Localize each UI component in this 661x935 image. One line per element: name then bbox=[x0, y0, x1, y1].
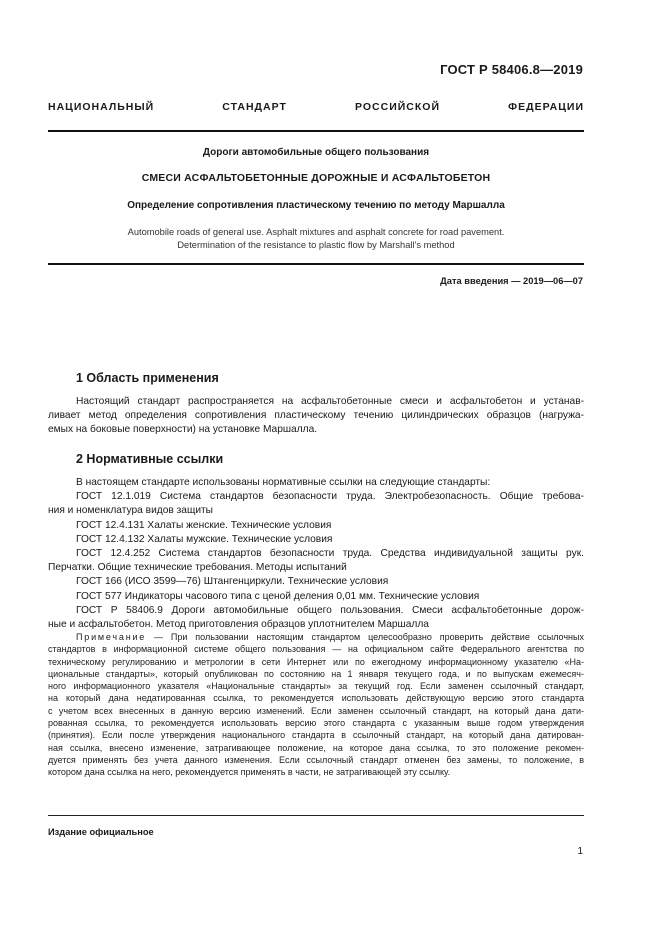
note-line bbox=[48, 631, 584, 643]
note-text: При пользовании настоящим стандартом целесообразно проверить действие ссылочных bbox=[170, 632, 584, 642]
reference-line: ния и номенклатура видов защиты bbox=[48, 505, 214, 517]
note-line: с учетом всех внесенных в данную версию изменений. Если заменен ссылочный стандарт, на который дана дати- bbox=[48, 705, 584, 716]
note-line: рованная ссылка, то рекомендуется использовать версию этого стандарта с указанным выше годом утверждения bbox=[48, 718, 584, 729]
english-title-line: Automobile roads of general use. Asphalt mixtures and asphalt concrete for road pavement. bbox=[127, 227, 505, 237]
edition-label: Издание официальное bbox=[48, 827, 154, 837]
reference-line: ные и асфальтобетон. Метод приготовления образцов уплотнителем Маршалла bbox=[48, 619, 429, 631]
section-1-body bbox=[48, 395, 584, 438]
reference-line: ГОСТ 166 (ИСО 3599—76) Штангенциркули. Технические условия bbox=[76, 576, 389, 588]
section-2-body bbox=[48, 476, 584, 632]
refs-intro: В настоящем стандарте использованы нормативные ссылки на следующие стандарты: bbox=[76, 477, 491, 488]
note-line: техническому регулированию и метрологии в сети Интернет или по ежегодному информационному указателю «На- bbox=[48, 656, 584, 667]
reference-line: ГОСТ 12.4.252 Система стандартов безопасности труда. Средства индивидуальной защиты рук. bbox=[76, 548, 584, 560]
reference-line: Перчатки. Общие технические требования. Методы испытаний bbox=[48, 562, 347, 574]
introduction-date: Дата введения — 2019—06—07 bbox=[440, 276, 583, 286]
body-line: Настоящий стандарт распространяется на асфальтобетонные смеси и асфальтобетон и устанав- bbox=[76, 396, 584, 407]
gost-code: ГОСТ Р 58406.8—2019 bbox=[440, 62, 583, 77]
english-title bbox=[48, 226, 584, 252]
reference-line: ГОСТ 12.1.019 Система стандартов безопасности труда. Электробезопасность. Общие требова- bbox=[76, 491, 584, 503]
note-line: дуется применять без учета данного изменения. Если ссылочный стандарт отменен без замены, то положение, в bbox=[48, 754, 584, 765]
reference-line: ГОСТ 12.4.131 Халаты женские. Технические условия bbox=[76, 519, 332, 531]
title-subject: Определение сопротивления пластическому течению по методу Маршалла bbox=[127, 200, 505, 211]
page-number: 1 bbox=[577, 846, 583, 857]
body-line: ливает метод определения сопротивления пластическому течению цилиндрических образцов (нагружа- bbox=[48, 410, 584, 422]
note-line: котором дана ссылка на него, рекомендуется применять в части, не затрагивающей эту ссылку. bbox=[48, 767, 451, 778]
section-2-heading: 2 Нормативные ссылки bbox=[76, 452, 224, 466]
national-standard-banner: НАЦИОНАЛЬНЫЙ СТАНДАРТ РОССИЙСКОЙ ФЕДЕРАЦИИ bbox=[48, 101, 584, 113]
bottom-rule bbox=[48, 263, 584, 265]
title-category: Дороги автомобильные общего пользования bbox=[202, 147, 430, 158]
top-rule bbox=[48, 130, 584, 132]
title-main: СМЕСИ АСФАЛЬТОБЕТОННЫЕ ДОРОЖНЫЕ И АСФАЛЬТОБЕТОН bbox=[141, 172, 491, 184]
note-line: циональные стандарты», который опубликован по состоянию на 1 января текущего года, и по выпускам ежемесяч- bbox=[48, 668, 584, 679]
note-dash: — bbox=[146, 632, 171, 642]
note-line: (принятия). Если после утверждения национального стандарта в ссылочный стандарт, на который дана датирован- bbox=[48, 730, 584, 741]
note-line: ного информационного указателя «Национальные стандарты» за текущий год. Если заменен ссылочный стандарт, bbox=[48, 681, 584, 692]
english-title-line: Determination of the resistance to plastic flow by Marshall’s method bbox=[177, 240, 455, 250]
note-line: ная ссылка, внесено изменение, затрагивающее положение, на которое дана ссылка, то это положение рекомен- bbox=[48, 742, 584, 753]
reference-line: ГОСТ 577 Индикаторы часового типа с ценой деления 0,01 мм. Технические условия bbox=[76, 590, 480, 602]
reference-line: ГОСТ Р 58406.9 Дороги автомобильные общего пользования. Смеси асфальтобетонные дорож- bbox=[76, 604, 584, 616]
note-line: на который дана недатированная ссылка, то рекомендуется использовать действующую версию этого стандарта bbox=[48, 693, 584, 704]
reference-line: ГОСТ 12.4.132 Халаты мужские. Технические условия bbox=[76, 533, 333, 545]
body-line: емых на боковые поверхности) на установке Маршалла. bbox=[48, 424, 318, 436]
note-label: Примечание bbox=[76, 632, 147, 642]
footer-rule bbox=[48, 815, 584, 816]
note-line: стандартов в информационной системе общего пользования — на официальном сайте Федерального агентства по bbox=[48, 644, 584, 655]
section-1-heading: 1 Область применения bbox=[76, 371, 219, 385]
note-block bbox=[48, 631, 584, 779]
